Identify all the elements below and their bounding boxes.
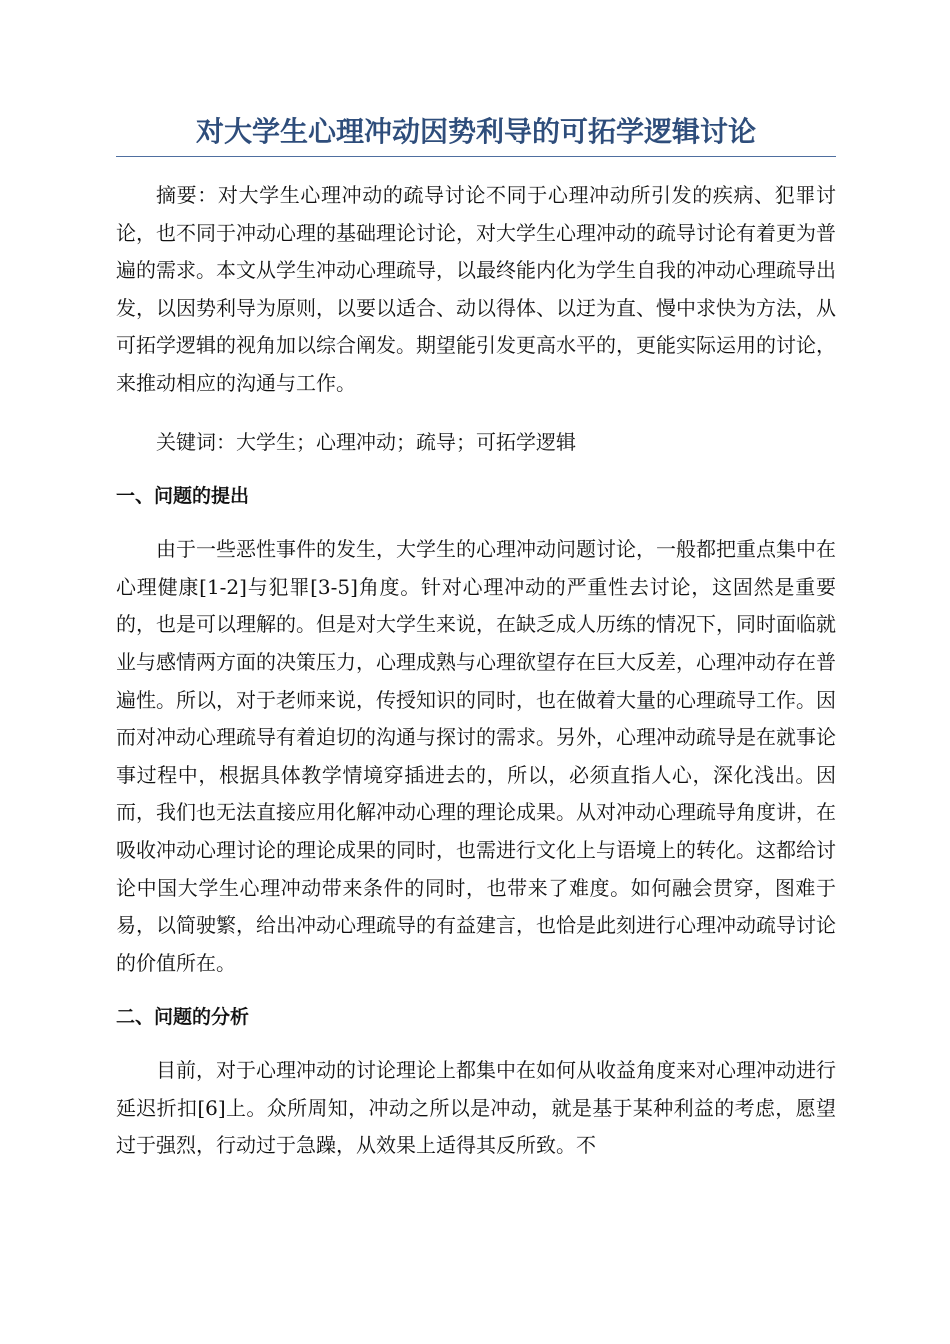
section-heading-2: 二、问题的分析 (116, 1006, 250, 1029)
abstract-paragraph: 摘要：对大学生心理冲动的疏导讨论不同于心理冲动所引发的疾病、犯罪讨论，也不同于冲动心理的基础理论讨论，对大学生心理冲动的疏导讨论有着更为普遍的需求。本文从学生冲动心理疏导，以最终能内化为学生自我的冲动心理疏导出发，以因势利导为原则，以要以适合、动以得体、以迂为直、慢中求快为方法，从可拓学逻辑的视角加以综合阐发。期望能引发更高水平的，更能实际运用的讨论，来推动相应的沟通与工作。 (116, 183, 836, 395)
section-body-2: 目前，对于心理冲动的讨论理论上都集中在如何从收益角度来对心理冲动进行延迟折扣[6]上。众所周知，冲动之所以是冲动，就是基于某种利益的考虑，愿望过于强烈，行动过于急躁，从效果上适得其反所致。不 (116, 1058, 836, 1158)
section-body-1: 由于一些恶性事件的发生，大学生的心理冲动问题讨论，一般都把重点集中在心理健康[1-2]与犯罪[3-5]角度。针对心理冲动的严重性去讨论，这固然是重要的，也是可以理解的。但是对大学生来说，在缺乏成人历练的情况下，同时面临就业与感情两方面的决策压力，心理成熟与心理欲望存在巨大反差，心理冲动存在普遍性。所以，对于老师来说，传授知识的同时，也在做着大量的心理疏导工作。因而对冲动心理疏导有着迫切的沟通与探讨的需求。另外，心理冲动疏导是在就事论事过程中，根据具体教学情境穿插进去的，所以，必须直指人心，深化浅出。因而，我们也无法直接应用化解冲动心理的理论成果。从对冲动心理疏导角度讲，在吸收冲动心理讨论的理论成果的同时，也需进行文化上与语境上的转化。这都给讨论中国大学生心理冲动带来条件的同时，也带来了难度。如何融会贯穿，图难于易，以简驶繁，给出冲动心理疏导的有益建言，也恰是此刻进行心理冲动疏导讨论的价值所在。 (116, 537, 836, 975)
document-title: 对大学生心理冲动因势利导的可拓学逻辑讨论 (116, 110, 836, 157)
keywords-paragraph: 关键词：大学生；心理冲动；疏导；可拓学逻辑 (156, 429, 576, 454)
document-page (116, 110, 836, 1165)
section-heading-1: 一、问题的提出 (116, 485, 250, 508)
